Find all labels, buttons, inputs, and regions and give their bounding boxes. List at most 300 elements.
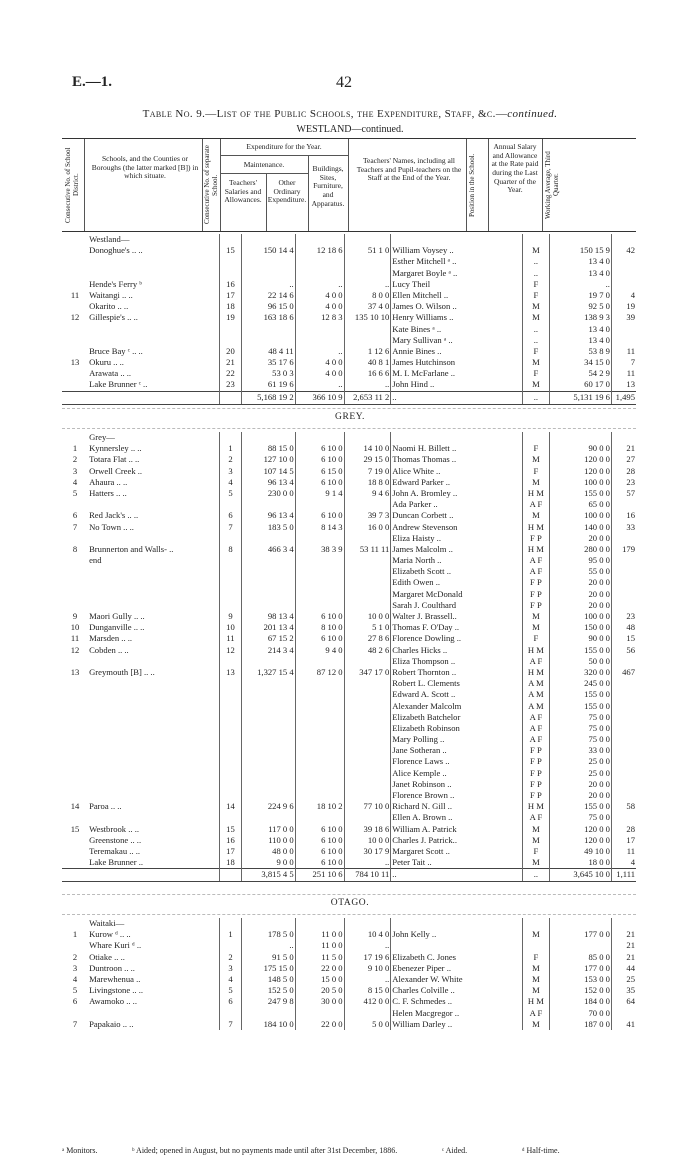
table-cell: 25 <box>626 973 635 984</box>
table-cell: 92 5 0 <box>550 301 612 312</box>
table-cell <box>295 918 344 929</box>
table-cell <box>88 734 219 745</box>
table-cell: 3 <box>72 962 78 973</box>
table-cell: F <box>522 443 549 454</box>
table-cell <box>611 768 636 779</box>
header-position: Position in the School. <box>468 153 476 217</box>
table-row <box>62 656 636 667</box>
otago-table <box>62 918 636 1030</box>
table-cell <box>62 940 88 951</box>
table-cell: 96 13 4 <box>242 477 295 488</box>
table-cell: M <box>522 929 549 940</box>
table-cell: Waitangi .. .. <box>89 289 133 300</box>
header-buildings: Buildings, Sites, Furniture, and Apparatus. <box>311 164 345 208</box>
table-cell <box>611 279 636 290</box>
table-row <box>62 245 636 256</box>
table-cell: Margaret McDonald <box>392 588 463 599</box>
table-cell: William A. Patrick <box>392 823 457 834</box>
table-cell <box>242 432 295 443</box>
table-row <box>62 499 636 510</box>
table-cell <box>295 566 344 577</box>
table-row <box>62 346 636 357</box>
table-cell: Edward A. Scott .. <box>392 689 456 700</box>
table-row <box>62 301 636 312</box>
table-cell: 6 10 0 <box>295 443 344 454</box>
table-cell <box>344 566 391 577</box>
table-cell: F P <box>522 790 549 801</box>
table-cell: Paroa .. .. <box>89 801 122 812</box>
table-cell <box>344 656 391 667</box>
table-cell: 120 0 0 <box>550 824 612 835</box>
table-cell: Awamoko .. .. <box>89 996 137 1007</box>
table-cell: 8 10 0 <box>295 622 344 633</box>
table-row <box>62 510 636 521</box>
table-cell <box>295 790 344 801</box>
table-cell: Richard N. Gill .. <box>392 801 452 812</box>
table-cell <box>62 918 88 929</box>
table-cell: Alexander Malcolm <box>392 700 462 711</box>
table-cell: F P <box>522 779 549 790</box>
header-consecutive-district: Consecutive No. of School District. <box>64 147 81 223</box>
table-cell: .. <box>344 857 391 869</box>
table-cell: Helen Macgregor .. <box>392 1007 460 1018</box>
table-cell <box>62 712 88 723</box>
table-cell: 7 <box>630 357 635 368</box>
table-row <box>62 996 636 1007</box>
table-cell: Okarito .. .. <box>89 301 129 312</box>
table-cell <box>62 279 88 290</box>
table-cell: 155 0 0 <box>550 701 612 712</box>
table-cell <box>295 1008 344 1019</box>
table-cell: 67 15 2 <box>242 633 295 644</box>
table-cell: 2 <box>72 454 78 465</box>
table-cell: 7 <box>72 521 78 532</box>
table-cell: 412 0 0 <box>344 996 391 1007</box>
table-cell <box>344 1008 391 1019</box>
table-cell <box>611 335 636 346</box>
table-cell: 4 <box>630 289 635 300</box>
table-cell: 12 18 6 <box>295 245 344 256</box>
table-cell: 10 0 0 <box>344 611 391 622</box>
table-cell: M <box>522 857 549 869</box>
table-cell <box>88 678 219 689</box>
table-cell <box>611 234 636 245</box>
table-cell: 14 <box>70 801 80 812</box>
table-cell <box>344 689 391 700</box>
table-cell <box>611 533 636 544</box>
table-row <box>62 790 636 801</box>
table-cell <box>344 756 391 767</box>
table-cell: 12 <box>70 644 80 655</box>
table-cell: 183 5 0 <box>242 522 295 533</box>
table-cell: Kate Bines ᵃ .. <box>392 323 442 334</box>
table-cell <box>242 600 295 611</box>
table-cell: 9 1 4 <box>295 488 344 499</box>
table-cell: Ada Parker .. <box>392 499 438 510</box>
table-row <box>62 678 636 689</box>
table-cell <box>295 723 344 734</box>
table-cell: 60 17 0 <box>550 379 612 391</box>
table-cell <box>242 745 295 756</box>
table-cell: F <box>522 346 549 357</box>
table-cell: 6 10 0 <box>295 611 344 622</box>
table-cell <box>242 499 295 510</box>
table-cell <box>62 324 88 335</box>
table-cell <box>295 745 344 756</box>
table-row <box>62 555 636 566</box>
table-cell: 4 <box>630 857 635 868</box>
table-cell: 11 <box>626 368 635 379</box>
table-cell: 10 0 0 <box>344 835 391 846</box>
table-cell <box>219 566 242 577</box>
table-cell: 4 0 0 <box>295 368 344 379</box>
table-cell <box>62 846 88 857</box>
table-cell <box>611 779 636 790</box>
table-cell: 21 <box>219 357 242 368</box>
table-cell <box>344 555 391 566</box>
table-cell <box>62 432 88 443</box>
table-cell: M <box>522 985 549 996</box>
table-cell: Hatters .. .. <box>89 487 127 498</box>
table-cell <box>219 268 242 279</box>
page-number: 42 <box>336 74 352 91</box>
table-cell <box>295 432 344 443</box>
table-cell: 347 17 0 <box>344 667 391 678</box>
table-cell <box>611 812 636 823</box>
table-cell: Westland— <box>89 234 130 244</box>
table-cell <box>522 234 549 245</box>
table-cell <box>242 268 295 279</box>
table-cell: 20 0 0 <box>550 589 612 600</box>
table-cell <box>242 779 295 790</box>
table-cell: 251 10 6 <box>295 869 344 882</box>
table-cell <box>88 1008 219 1019</box>
table-cell: 18 0 0 <box>550 857 612 869</box>
table-cell: 184 10 0 <box>242 1019 295 1030</box>
table-cell: 6 10 0 <box>295 477 344 488</box>
table-cell: 8 14 3 <box>295 522 344 533</box>
table-cell <box>62 812 88 823</box>
table-cell <box>219 768 242 779</box>
table-cell: James Hutchinson <box>392 357 456 368</box>
table-cell: 467 <box>622 666 635 677</box>
table-cell: 13 4 0 <box>550 268 612 279</box>
table-cell: 8 15 0 <box>344 985 391 996</box>
table-cell: M. I. McFarlane .. <box>392 368 456 379</box>
table-cell: 19 7 0 <box>550 290 612 301</box>
table-cell <box>295 656 344 667</box>
table-cell <box>344 723 391 734</box>
table-cell <box>62 745 88 756</box>
table-cell <box>62 268 88 279</box>
table-cell: F <box>522 466 549 477</box>
table-row <box>62 622 636 633</box>
table-cell: 100 0 0 <box>550 510 612 521</box>
table-cell <box>344 432 391 443</box>
table-cell: Mary Sullivan ᵃ .. <box>392 334 453 345</box>
table-cell: Marsden .. .. <box>89 633 133 644</box>
table-cell: .. <box>242 279 295 290</box>
table-cell: F P <box>522 756 549 767</box>
table-cell: 10 4 0 <box>344 929 391 940</box>
table-cell: 11 0 0 <box>295 929 344 940</box>
header-schools: Schools, and the Counties or Boroughs (the latter marked [B]) in which situate. <box>91 154 199 181</box>
header-annual-salary: Annual Salary and Allowance at the Rate paid during the Last Quarter of the Year. <box>491 142 539 195</box>
table-cell: 10 <box>70 622 80 633</box>
table-cell: 184 0 0 <box>550 996 612 1007</box>
table-cell: 38 3 9 <box>295 544 344 555</box>
footnote-a: ᵃ Monitors. <box>62 1146 98 1155</box>
table-cell: 20 5 0 <box>295 985 344 996</box>
table-cell: 280 0 0 <box>550 544 612 555</box>
table-row <box>62 768 636 779</box>
table-subtitle: WESTLAND—continued. <box>296 124 404 135</box>
table-cell <box>391 234 523 245</box>
table-cell: 100 0 0 <box>550 611 612 622</box>
table-cell <box>611 734 636 745</box>
table-cell: 155 0 0 <box>550 801 612 812</box>
table-cell: .. <box>344 974 391 985</box>
table-cell: Kurow ᵈ .. .. <box>89 929 131 940</box>
table-cell: 6 <box>72 996 78 1007</box>
table-cell <box>611 701 636 712</box>
table-cell: 13 <box>626 379 635 390</box>
table-cell: M <box>522 622 549 633</box>
table-cell: James Malcolm .. <box>392 543 453 554</box>
table-cell <box>611 712 636 723</box>
table-row <box>62 779 636 790</box>
table-cell <box>88 756 219 767</box>
table-row <box>62 963 636 974</box>
table-cell <box>62 1008 88 1019</box>
table-cell: .. <box>242 940 295 951</box>
table-cell: Maria North .. <box>392 555 442 566</box>
table-cell: H M <box>522 645 549 656</box>
table-cell <box>62 245 88 256</box>
table-cell: 177 0 0 <box>550 929 612 940</box>
table-cell <box>391 940 523 951</box>
table-cell: .. <box>295 379 344 391</box>
table-cell <box>550 432 612 443</box>
table-cell: .. <box>344 279 391 290</box>
table-cell: 29 15 0 <box>344 454 391 465</box>
table-row <box>62 756 636 767</box>
section-title-grey: GREY. <box>334 412 365 422</box>
table-cell: .. <box>522 335 549 346</box>
table-cell: 5 1 0 <box>344 622 391 633</box>
table-cell: 5 <box>72 487 78 498</box>
header-separate-school: Consecutive No. of separate School. <box>203 145 220 225</box>
table-cell: Whare Kuri ᵈ .. <box>89 940 142 951</box>
table-cell <box>611 577 636 588</box>
table-cell: 12 <box>219 645 242 656</box>
table-cell: Elizabeth Robinson <box>392 722 460 733</box>
table-cell <box>344 790 391 801</box>
table-row <box>62 600 636 611</box>
table-cell <box>522 432 549 443</box>
table-cell <box>88 790 219 801</box>
table-cell <box>219 812 242 823</box>
table-cell: 9 4 6 <box>344 488 391 499</box>
table-cell: .. <box>391 391 523 404</box>
table-cell <box>62 768 88 779</box>
table-cell: Livingstone .. .. <box>89 985 144 996</box>
table-cell <box>242 678 295 689</box>
table-cell: 3,645 10 0 <box>550 869 612 882</box>
table-cell: 35 <box>626 985 635 996</box>
table-cell: 21 <box>626 951 635 962</box>
table-cell: Cobden .. .. <box>89 644 129 655</box>
table-row <box>62 290 636 301</box>
table-cell: F P <box>522 589 549 600</box>
table-cell: Walter J. Brassell.. <box>392 611 457 621</box>
table-cell: Elizabeth Scott .. <box>392 566 452 577</box>
table-cell <box>88 689 219 700</box>
table-cell: 8 0 0 <box>344 290 391 301</box>
table-cell <box>88 723 219 734</box>
table-cell: 88 15 0 <box>242 443 295 454</box>
table-cell: A F <box>522 555 549 566</box>
table-cell: Elizabeth C. Jones <box>392 951 457 962</box>
table-cell <box>242 234 295 245</box>
table-cell: 150 14 4 <box>242 245 295 256</box>
table-cell: .. <box>344 940 391 951</box>
table-cell: 49 10 0 <box>550 846 612 857</box>
table-cell: 18 <box>219 857 242 869</box>
table-cell: 120 0 0 <box>550 835 612 846</box>
table-cell: 11 <box>70 633 80 644</box>
table-cell: James O. Wilson .. <box>392 301 457 312</box>
table-cell <box>242 812 295 823</box>
table-cell <box>62 301 88 312</box>
table-cell: Robert Thornton .. <box>392 666 457 677</box>
table-cell <box>242 701 295 712</box>
table-cell: 7 <box>219 1019 242 1030</box>
table-cell: 11 5 0 <box>295 952 344 963</box>
table-cell <box>62 734 88 745</box>
table-cell: 58 <box>626 801 635 812</box>
table-cell: A F <box>522 734 549 745</box>
table-cell <box>219 324 242 335</box>
table-cell: A M <box>522 701 549 712</box>
header-other-expenditure: Other Ordinary Expenditure. <box>267 178 307 205</box>
table-cell <box>295 756 344 767</box>
table-cell <box>219 1008 242 1019</box>
table-cell: 14 10 0 <box>344 443 391 454</box>
table-cell <box>242 335 295 346</box>
table-cell <box>88 324 219 335</box>
table-cell: 22 <box>219 368 242 379</box>
table-cell: 13 4 0 <box>550 335 612 346</box>
table-cell: 75 0 0 <box>550 712 612 723</box>
table-cell <box>219 234 242 245</box>
table-cell: 2 <box>219 952 242 963</box>
table-cell <box>62 256 88 267</box>
table-cell <box>344 779 391 790</box>
table-cell <box>611 432 636 443</box>
page-header <box>72 74 632 94</box>
table-cell: Charles J. Patrick.. <box>392 834 457 845</box>
table-cell: 17 19 6 <box>344 952 391 963</box>
table-cell <box>611 600 636 611</box>
table-cell: 28 <box>626 465 635 476</box>
table-cell <box>62 790 88 801</box>
table-cell: Hende's Ferry ᵇ <box>89 278 142 289</box>
table-cell: 1 <box>72 443 78 454</box>
table-cell <box>344 768 391 779</box>
table-cell: 366 10 9 <box>295 391 344 404</box>
table-cell: Margaret Scott .. <box>392 845 450 856</box>
table-cell: Henry Williams .. <box>392 312 454 323</box>
table-cell: Maori Gully .. .. <box>89 611 145 621</box>
table-cell: 30 0 0 <box>295 996 344 1007</box>
table-cell: 54 2 9 <box>550 368 612 379</box>
table-cell: 6 10 0 <box>295 835 344 846</box>
table-cell: Ahaura .. .. <box>89 476 128 487</box>
table-cell: 96 15 0 <box>242 301 295 312</box>
table-row <box>62 712 636 723</box>
table-cell <box>295 589 344 600</box>
table-cell: 5 <box>219 985 242 996</box>
table-cell: Annie Bines .. <box>392 345 442 356</box>
table-cell: 13 <box>219 667 242 678</box>
table-cell <box>62 566 88 577</box>
table-cell <box>62 555 88 566</box>
table-cell: 12 8 3 <box>295 312 344 323</box>
table-cell <box>62 577 88 588</box>
table-cell: 44 <box>626 962 635 973</box>
table-cell: 22 0 0 <box>295 963 344 974</box>
table-cell <box>344 324 391 335</box>
table-row <box>62 454 636 465</box>
table-cell <box>344 918 391 929</box>
table-cell: 18 8 0 <box>344 477 391 488</box>
table-cell <box>295 268 344 279</box>
table-cell <box>391 432 523 443</box>
table-cell: 4 0 0 <box>295 290 344 301</box>
table-cell: 51 1 0 <box>344 245 391 256</box>
table-cell <box>344 268 391 279</box>
table-cell: 214 3 4 <box>242 645 295 656</box>
table-cell: 6 15 0 <box>295 466 344 477</box>
table-cell: 17 <box>219 846 242 857</box>
table-cell: 155 0 0 <box>550 645 612 656</box>
table-cell <box>88 812 219 823</box>
table-cell: 117 0 0 <box>242 824 295 835</box>
table-cell <box>88 391 219 404</box>
table-cell: 2,653 11 2 <box>344 391 391 404</box>
table-cell <box>219 499 242 510</box>
table-cell <box>62 656 88 667</box>
table-cell <box>62 234 88 245</box>
table-cell <box>62 756 88 767</box>
table-row <box>62 522 636 533</box>
table-cell <box>242 256 295 267</box>
table-row <box>62 929 636 940</box>
table-cell: Brunnerton and Walls- .. <box>89 543 174 554</box>
table-cell <box>62 600 88 611</box>
table-row <box>62 324 636 335</box>
table-cell: 2 <box>72 951 78 962</box>
table-cell: F P <box>522 745 549 756</box>
table-cell: 8 <box>72 543 78 554</box>
table-cell <box>88 869 219 882</box>
table-cell: Charles Colville .. <box>392 985 455 996</box>
table-cell: 16 0 0 <box>344 522 391 533</box>
table-cell: 90 0 0 <box>550 443 612 454</box>
table-cell: 4 <box>219 974 242 985</box>
table-cell: Okuru .. .. <box>89 357 124 368</box>
